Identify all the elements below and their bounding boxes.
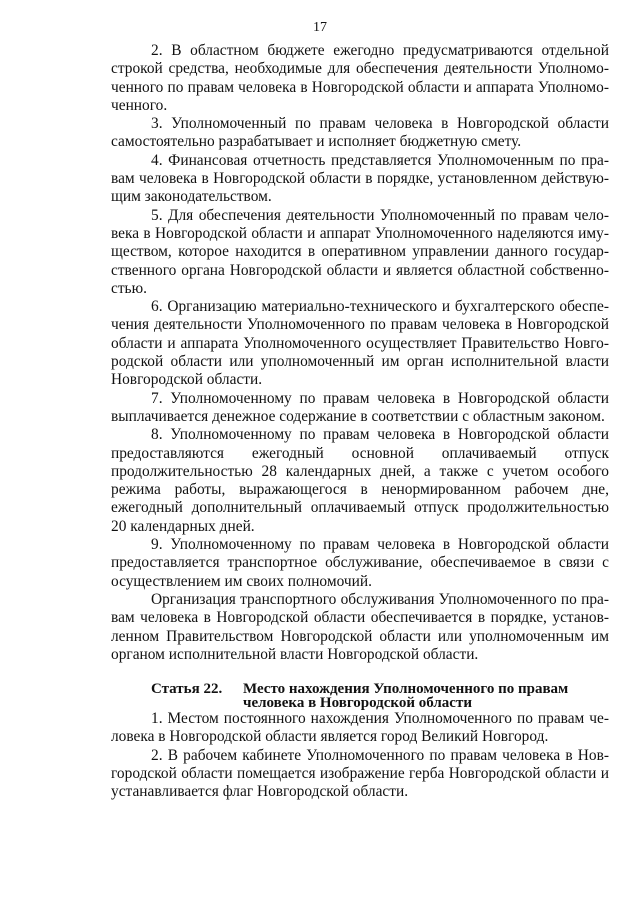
paragraph-4: 4. Финансовая отчетность представляется Уполномоченным по правам человека в Новгородской области в порядке, установленном действующим законодательством. (111, 151, 609, 206)
article-heading (111, 682, 609, 710)
article-paragraph-1: 1. Местом постоянного нахождения Уполномоченного по правам человека в Новгородской области является город Великий Новгород. (111, 710, 609, 746)
article-paragraph-2: 2. В рабочем кабинете Уполномоченного по правам человека в Новгородской области помещается изображение герба Новгородской области и устанавливается флаг Новгородской области. (111, 746, 609, 801)
paragraph-8: 8. Уполномоченному по правам человека в Новгородской области предоставляются ежегодный основной оплачиваемый отпуск продолжительностью 28 календарных дней, а также с учетом особого режима работы, выражающегося в ненормированном рабочем дне, ежегодный дополнительный оплачиваемый отпуск продолжительностью 20 календарных дней. (111, 426, 609, 535)
paragraph-5: 5. Для обеспечения деятельности Уполномоченный по правам человека в Новгородской области и аппарат Уполномоченного наделяются имуществом, которое находится в оперативном управлении данного государственного органа Новгородской области и является областной собственностью. (111, 206, 609, 297)
article-label: Статья 22. (151, 681, 223, 698)
paragraph-7: 7. Уполномоченному по правам человека в Новгородской области выплачивается денежное содержание в соответствии с областным законом. (111, 389, 609, 425)
paragraph-transport: Организация транспортного обслуживания Уполномоченного по правам человека в Новгородской области обеспечивается в порядке, установленном Правительством Новгородской области или уполномоченным им органом исполнительной власти Новгородской области. (111, 590, 609, 663)
paragraph-6: 6. Организацию материально-технического и бухгалтерского обеспечения деятельности Уполномоченного по правам человека в Новгородской области и аппарата Уполномоченного осуществляет Правительство Новгородской области или уполномоченный им орган исполнительной власти Новгородской области. (111, 298, 609, 389)
article-title: Место нахождения Уполномоченного по правам человека в Новгородской области (243, 681, 569, 712)
page-number: 17 (313, 20, 327, 35)
paragraph-2: 2. В областном бюджете ежегодно предусматриваются отдельной строкой средства, необходимые для обеспечения деятельности Уполномоченного по правам человека в Новгородской области и аппарата Уполномоченного. (111, 42, 609, 114)
paragraph-3: 3. Уполномоченный по правам человека в Новгородской области самостоятельно разрабатывает и исполняет бюджетную смету. (111, 115, 609, 151)
document-body (111, 42, 609, 802)
paragraph-9: 9. Уполномоченному по правам человека в Новгородской области предоставляется транспортное обслуживание, обеспечиваемое в связи с осуществлением им своих полномочий. (111, 536, 609, 590)
